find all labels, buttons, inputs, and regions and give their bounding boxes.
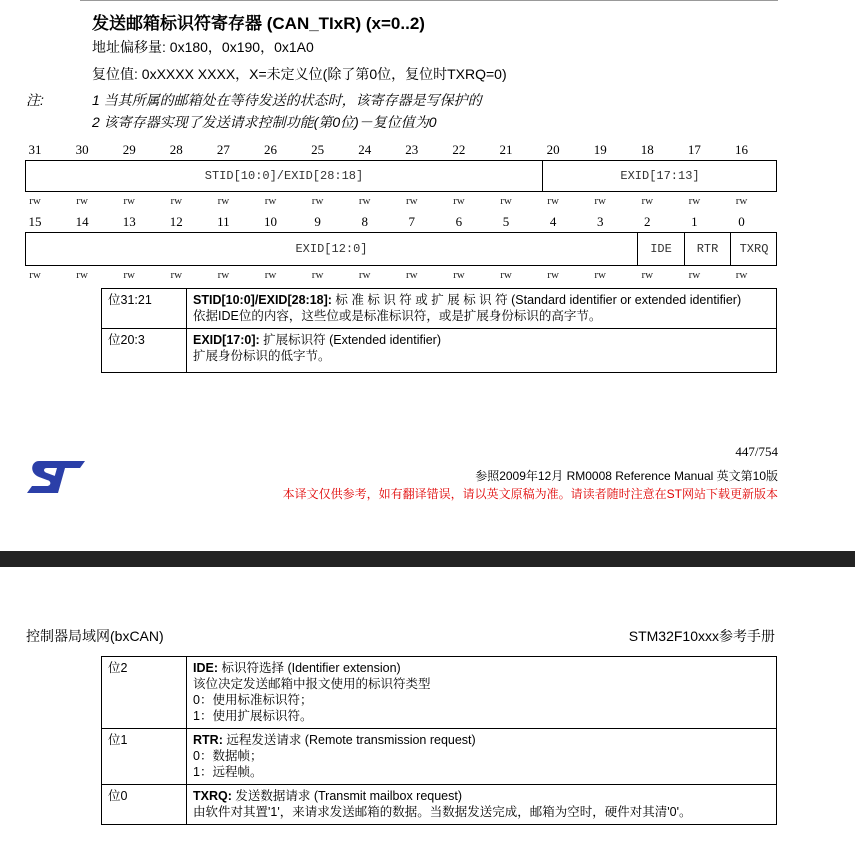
access-rw: rw <box>123 195 135 207</box>
bit-number: 12 <box>169 214 183 229</box>
access-rw: rw <box>76 195 88 207</box>
bit-number: 21 <box>499 142 513 157</box>
bit-number: 4 <box>549 214 557 229</box>
access-rw: rw <box>311 269 324 281</box>
register-row-high <box>25 160 777 192</box>
access-rw: rw <box>594 195 606 207</box>
note-line-1: 1 当其所属的邮箱处在等待发送的状态时，该寄存器是写保护的 <box>92 92 482 108</box>
field-title: 标识符选择 (Identifier extension) <box>218 661 401 675</box>
page-number: 447/754 <box>735 444 778 459</box>
access-rw: rw <box>405 195 418 207</box>
bit-number: 0 <box>738 214 745 229</box>
field-name: IDE: <box>193 661 218 675</box>
bit-number: 25 <box>311 142 325 157</box>
field-exid-12-0: EXID[12:0] <box>295 242 368 256</box>
access-rw: rw <box>311 195 324 207</box>
field-name: EXID[17:0]: <box>193 333 260 347</box>
field-name: RTR: <box>193 733 223 747</box>
access-rw: rw <box>217 195 230 207</box>
note-label: 注: <box>26 92 44 108</box>
access-rw: rw <box>735 195 748 207</box>
bit-number: 17 <box>687 142 701 157</box>
access-rw: rw <box>547 195 559 207</box>
access-rw: rw <box>358 269 371 281</box>
access-rw: rw <box>641 195 654 207</box>
access-rw: rw <box>217 269 230 281</box>
access-rw: rw <box>170 195 183 207</box>
bit-number: 28 <box>169 142 183 157</box>
field-detail: 该位决定发送邮箱中报文使用的标识符类型 <box>193 677 431 691</box>
access-rw: rw <box>29 195 41 207</box>
field-ide: IDE <box>637 233 684 265</box>
bit-number: 11 <box>217 214 230 229</box>
access-rw: rw <box>29 269 41 281</box>
bit-range: 位31:21 <box>102 289 187 329</box>
register-title: 发送邮箱标识符寄存器 (CAN_TIxR) (x=0..2) <box>92 14 425 33</box>
field-detail: 0：使用标准标识符； <box>193 693 313 707</box>
bit-number: 6 <box>455 214 463 229</box>
access-rw: rw <box>123 269 135 281</box>
field-title: 扩展标识符 (Extended identifier) <box>259 333 441 347</box>
field-title: 发送数据请求 (Transmit mailbox request) <box>231 789 463 803</box>
access-rw: rw <box>735 269 748 281</box>
bit-number: 2 <box>644 214 651 229</box>
bit-number: 26 <box>264 142 277 157</box>
bit-description <box>187 785 777 825</box>
access-rw: rw <box>688 195 701 207</box>
access-rw: rw <box>547 269 559 281</box>
access-rw: rw <box>76 269 88 281</box>
bit-number: 29 <box>122 142 136 157</box>
field-rtr: RTR <box>684 233 730 265</box>
access-rw: rw <box>688 269 701 281</box>
table-row <box>102 329 777 373</box>
table-row <box>102 785 777 825</box>
table-row <box>102 729 777 785</box>
bit-number: 31 <box>28 142 42 157</box>
bit-number: 10 <box>264 214 277 229</box>
field-title: 远程发送请求 (Remote transmission request) <box>222 733 476 747</box>
access-rw: rw <box>170 269 183 281</box>
bit-range: 位1 <box>102 729 187 785</box>
bit-number: 27 <box>216 142 230 157</box>
bit-number: 18 <box>640 142 654 157</box>
page-separator-band <box>0 551 855 567</box>
field-detail: 由软件对其置'1'，来请求发送邮箱的数据。当数据发送完成，邮箱为空时，硬件对其清'0'。 <box>193 805 692 819</box>
access-rw: rw <box>453 195 465 207</box>
bit-description <box>187 289 777 329</box>
field-name: STID[10:0]/EXID[28:18]: <box>193 293 332 307</box>
bit-number: 1 <box>691 214 698 229</box>
translation-disclaimer: 本译文仅供参考，如有翻译错误，请以英文原稿为准。请读者随时注意在ST网站下载更新版本 <box>282 487 778 501</box>
access-rw: rw <box>264 269 277 281</box>
access-rw: rw <box>641 269 654 281</box>
bit-number: 5 <box>502 214 510 229</box>
register-row-low <box>25 232 777 266</box>
bit-range: 位2 <box>102 657 187 729</box>
table-row <box>102 657 777 729</box>
bit-number: 14 <box>75 214 89 229</box>
st-logo <box>25 459 87 495</box>
bit-range: 位20:3 <box>102 329 187 373</box>
bit-number: 23 <box>405 142 419 157</box>
bit-number: 22 <box>452 142 466 157</box>
bit-description <box>187 729 777 785</box>
access-rw: rw <box>453 269 465 281</box>
access-rw: rw <box>594 269 606 281</box>
bit-number: 24 <box>358 142 372 157</box>
bit-number: 3 <box>596 214 604 229</box>
bit-range: 位0 <box>102 785 187 825</box>
bit-number: 30 <box>75 142 89 157</box>
bit-number: 19 <box>593 142 607 157</box>
field-stid-exid: STID[10:0]/EXID[28:18] <box>204 169 364 183</box>
bit-description-table-2 <box>101 656 777 825</box>
access-rw: rw <box>500 269 512 281</box>
bit-description <box>187 329 777 373</box>
field-detail: 0：数据帧； <box>193 749 263 763</box>
section-header: 控制器局域网(bxCAN) <box>26 628 164 644</box>
table-row <box>102 289 777 329</box>
field-detail: 依据IDE位的内容，这些位或是标准标识符，或是扩展身份标识的高字节。 <box>193 309 602 323</box>
access-rw: rw <box>500 195 512 207</box>
field-detail: 1：使用扩展标识符。 <box>193 709 313 723</box>
field-name: TXRQ: <box>193 789 232 803</box>
reference-manual-note: 参照2009年12月 RM0008 Reference Manual 英文第10版 <box>475 469 778 483</box>
page-top-rule <box>80 0 778 1</box>
field-title: 标 准 标 识 符 或 扩 展 标 识 符 (Standard identifier or extended identifier) <box>331 293 742 307</box>
bit-number: 13 <box>122 214 136 229</box>
bit-number: 16 <box>735 142 748 157</box>
field-detail: 扩展身份标识的低字节。 <box>193 349 331 363</box>
access-rw: rw <box>405 269 418 281</box>
manual-header: STM32F10xxx参考手册 <box>628 628 775 644</box>
note-line-2: 2 该寄存器实现了发送请求控制功能(第0位)－复位值为0 <box>92 114 437 130</box>
bit-description-table-1 <box>101 288 777 373</box>
access-rw: rw <box>264 195 277 207</box>
bit-number: 20 <box>546 142 560 157</box>
bit-number: 9 <box>314 214 321 229</box>
bit-number: 8 <box>361 214 368 229</box>
address-offset: 地址偏移量: 0x180，0x190，0x1A0 <box>92 39 314 55</box>
field-detail: 1：远程帧。 <box>193 765 263 779</box>
reset-value: 复位值: 0xXXXX XXXX，X=未定义位(除了第0位，复位时TXRQ=0) <box>92 66 507 82</box>
bit-number: 7 <box>408 214 416 229</box>
access-rw: rw <box>358 195 371 207</box>
field-txrq: TXRQ <box>730 233 777 265</box>
bit-description <box>187 657 777 729</box>
bit-number: 15 <box>28 214 42 229</box>
field-exid-17-13: EXID[17:13] <box>542 161 777 191</box>
